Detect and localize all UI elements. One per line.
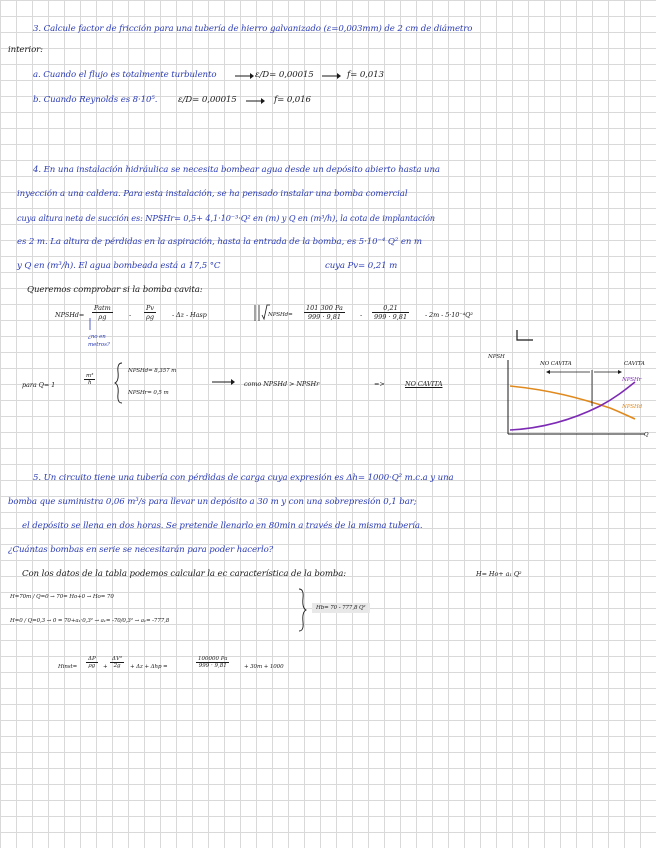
p4-npshr-val: NPSHr= 0,5 m: [128, 390, 169, 396]
p3-a-ratio: ε/D= 0,00015: [255, 70, 314, 80]
p4-eq-f2-den: 999 · 9,81: [374, 313, 408, 321]
graph-cavita-arrowhead: [618, 370, 622, 374]
graph-label-cavita: CAVITA: [624, 361, 645, 367]
p4-eq-patm-den: ρg: [98, 313, 107, 321]
p5-result: [312, 605, 370, 611]
p5-bomba-eq: H= Ho+ a₁ Q²: [476, 570, 522, 578]
p5-hinst-f3: [196, 656, 229, 669]
graph-xlabel: Q: [644, 432, 649, 438]
p4-eq-tail: - 2m - 5·10⁻⁴Q²: [425, 311, 473, 319]
p5-hinst-f3-den: 999 · 9,81: [198, 663, 227, 669]
graph-npshd-curve: [510, 386, 635, 419]
p4-case-unit-den: h: [87, 380, 92, 386]
p5-line5: Con los datos de la tabla podemos calcular la ec característica de la bomba:: [22, 569, 347, 579]
p4-eq-f1-num: 101 300 Pa: [306, 304, 343, 312]
p5-hinst-tail: + 30m + 1000: [244, 664, 284, 670]
p3-b-label: b. Cuando Reynolds es 8·10⁵.: [33, 95, 158, 105]
p4-note: ¿no en metros?: [88, 334, 110, 348]
p4-eq-f2: [372, 304, 409, 321]
p4-eq-f1-den: 999 · 9,81: [307, 313, 341, 321]
p5-hinst-mid: + Δz + Δhp =: [130, 664, 168, 670]
p4-eq-npshd2: NPSHd=: [268, 312, 293, 318]
p3-b-arrow-icon: [246, 95, 276, 105]
p4-eq-patm-num: Patm: [94, 304, 111, 312]
p4-case-arrow-icon: [212, 377, 238, 387]
p4-case-unit-num: m³: [86, 373, 94, 379]
p5-line2: bomba que suministra 0,06 m³/s para llevar un depósito a 30 m y con una sobrepresión 0,1 bar;: [8, 497, 417, 507]
p4-eq-pv-num: Pv: [146, 304, 155, 312]
p5-line1: 5. Un circuito tiene una tubería con pérdidas de carga cuya expresión es Δh= 1000·Q² m.c.a y una: [33, 473, 454, 483]
graph-label-npshr: NPSHr: [622, 377, 642, 383]
graph-label-nocavita: NO CAVITA: [540, 361, 572, 367]
p5-line3: el depósito se llena en dos horas. Se pretende llenarlo en 80min a través de la misma tubería.: [22, 521, 423, 531]
graph-ylabel: NPSH: [488, 354, 505, 360]
graph-nocavita-arrowhead: [546, 370, 550, 374]
p4-como: como NPSHd > NPSHr: [244, 380, 320, 388]
p4-line5: y Q en (m³/h). El agua bombeada está a 17,5 °C: [17, 261, 221, 271]
p4-eq-mid: - Δz - Hasp: [172, 311, 207, 319]
p5-line4: ¿Cuántas bombas en serie se necesitarán para poder hacerlo?: [8, 545, 274, 555]
p4-goal: Queremos comprobar si la bomba cavita:: [27, 285, 203, 295]
p5-hinst-f1: [86, 656, 98, 669]
p5-hinst-f2-num: ΔV²: [112, 656, 123, 662]
p5-hinst-lhs: Hinst=: [58, 664, 78, 670]
p3-line1: [33, 24, 472, 34]
p5-result-text: Hb= 70 - 777,8 Q²: [312, 603, 370, 613]
p4-implies: =>: [374, 380, 385, 388]
p4-eq-bracket: [515, 330, 535, 342]
p4-eq-f1: [304, 304, 345, 321]
p4-case-brace-icon: [114, 362, 124, 404]
p4-line4: es 2 m. La altura de pérdidas en la aspiración, hasta la entrada de la bomba, es 5·10⁻⁴ Q² en m: [17, 237, 422, 247]
p3-b-result: f= 0,016: [274, 95, 311, 105]
p3-line2: interior:: [8, 45, 43, 55]
p4-eq-f2-num: 0,21: [372, 304, 409, 313]
p4-line2: inyección a una caldera. Para esta instalación, se ha pensado instalar una bomba comercial: [17, 189, 408, 199]
p4-line5b: cuya Pv= 0,21 m: [325, 261, 398, 271]
p4-eq-pv-frac: [144, 304, 156, 321]
p3-a-result: f= 0,013: [347, 70, 384, 80]
p4-eq-minus2: -: [360, 311, 363, 319]
graph-label-npshd: NPSHd: [622, 404, 643, 410]
p5-hinst-f2: [110, 656, 124, 669]
p4-line3: cuya altura neta de succión es: NPSHr= 0,5+ 4,1·10⁻³·Q² en (m) y Q en (m³/h), la cota de implantación: [17, 213, 435, 223]
p4-conclusion: NO CAVITA: [405, 380, 443, 388]
p5-hinst-f3-num: 100000 Pa: [198, 656, 228, 662]
p4-eq-pv-den: ρg: [146, 313, 155, 321]
p3-line1-text: 3. Calcule factor de fricción para una tubería de hierro galvanizado (ε=0,003mm) de 2 cm de diámetro: [33, 24, 473, 34]
p4-eq-minus1: -: [129, 311, 132, 319]
p5-row2: H=0 / Q=0,3 → 0 = 70+a₁·0,3² → a₁= -70/0,3² → a₁= -777,8: [10, 618, 170, 624]
p3-a-label: a. Cuando el flujo es totalmente turbulento: [33, 70, 217, 80]
p5-hinst-f1-den: ρg: [88, 663, 96, 669]
graph-npshr-curve: [510, 382, 635, 430]
p4-eq-lhs: NPSHd=: [55, 311, 85, 319]
p4-note-pointer-icon: [86, 318, 96, 332]
p4-case-unit: [84, 373, 95, 386]
p4-npshd-val: NPSHd= 8,357 m: [128, 368, 177, 374]
p5-row1: H=70m / Q=0 → 70= Ho+0 → Ho= 70: [10, 594, 114, 600]
p5-hinst-plus1: +: [103, 664, 108, 670]
p5-hinst-f1-num: ΔP: [88, 656, 96, 662]
p5-brace-icon: [297, 588, 307, 632]
p5-hinst-f2-den: 2g: [113, 663, 121, 669]
p3-b-ratio: ε/D= 0,00015: [178, 95, 237, 105]
p4-case-prefix: para Q= 1: [22, 381, 56, 389]
p4-line1: 4. En una instalación hidráulica se necesita bombear agua desde un depósito abierto hasta una: [33, 165, 440, 175]
p4-npsh-graph: [500, 356, 655, 446]
